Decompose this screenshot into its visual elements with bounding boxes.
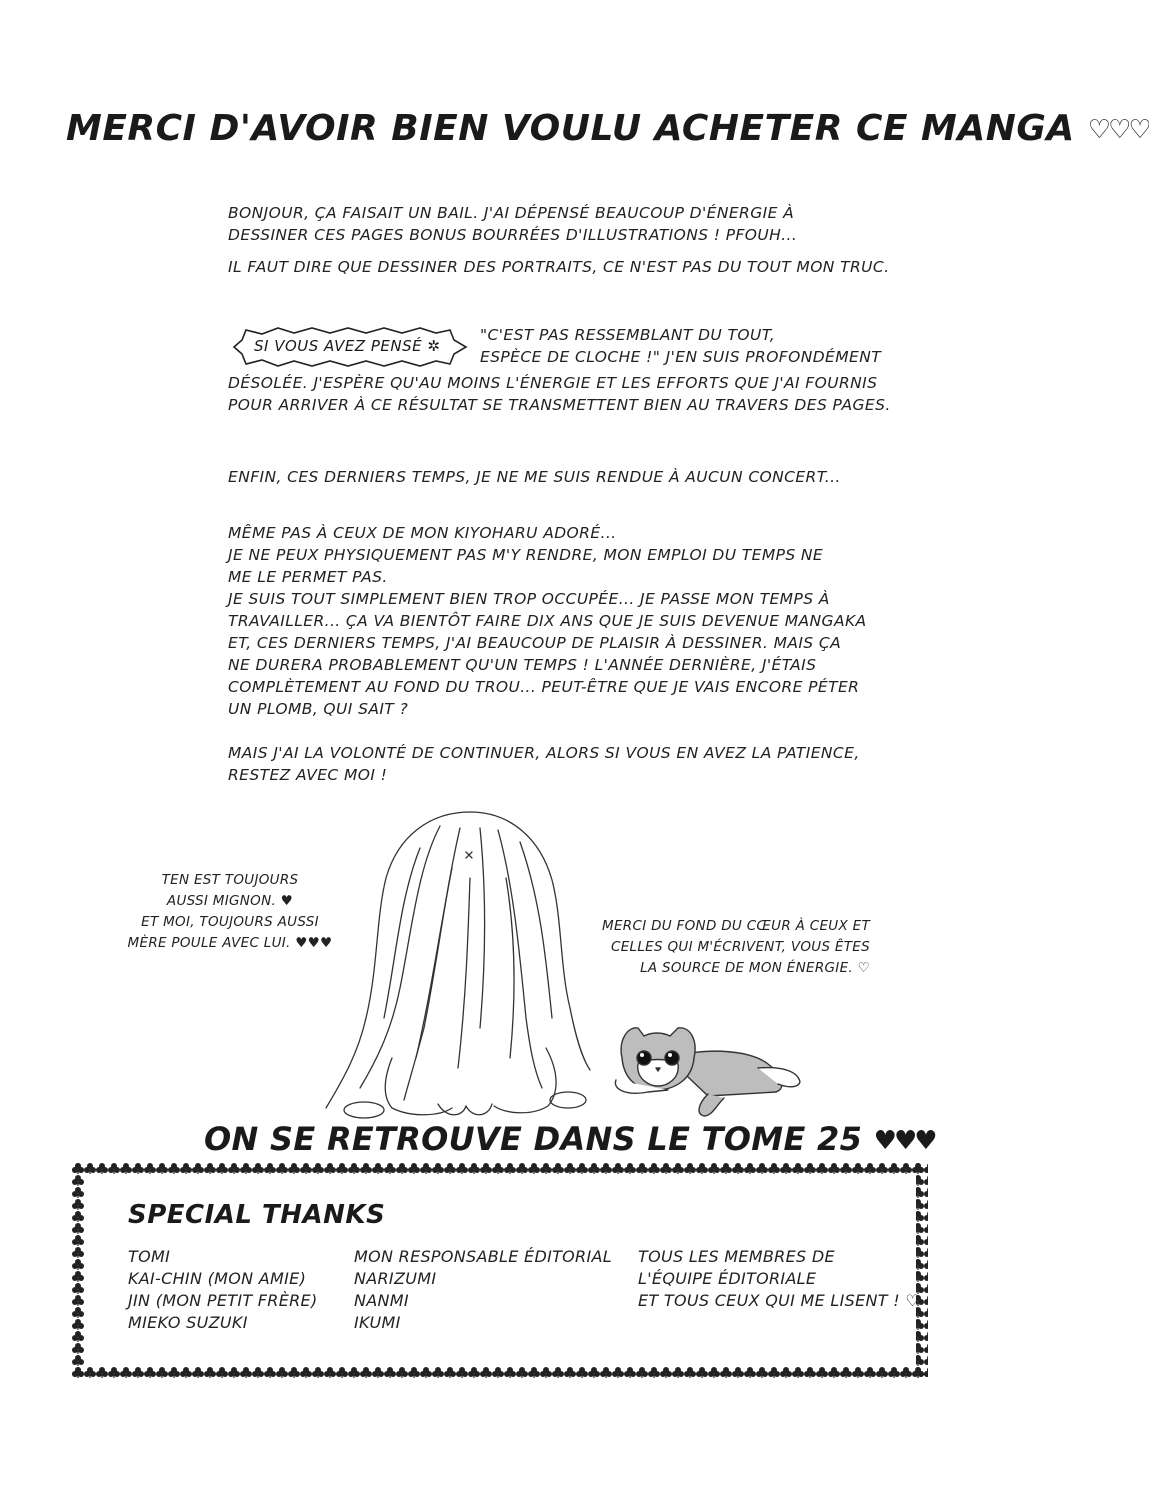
thanks-name: KAI-CHIN (MON AMIE) [128,1269,307,1288]
closing-line: MAIS J'AI LA VOLONTÉ DE CONTINUER, ALORS SI VOUS EN AVEZ LA PATIENCE, [228,744,860,762]
thanks-column-1 [128,1246,318,1334]
body-line: UN PLOMB, QUI SAIT ? [228,700,409,718]
cat-illustration [608,1018,808,1118]
thanks-name: ET TOUS CEUX QUI ME LISENT ! ♡ [638,1291,921,1310]
right-note-line: LA SOURCE DE MON ÉNERGIE. ♡ [640,960,870,976]
left-note-line: AUSSI MIGNON. ♥ [166,893,294,909]
body-line: ET, CES DERNIERS TEMPS, J'AI BEAUCOUP DE PLAISIR À DESSINER. MAIS ÇA [228,634,842,652]
concert-line: ENFIN, CES DERNIERS TEMPS, JE NE ME SUIS RENDUE À AUCUN CONCERT... [228,468,841,486]
thanks-name: L'ÉQUIPE ÉDITORIALE [638,1269,817,1288]
sparkle-icon: ✲ [427,337,441,355]
right-note-line: CELLES QUI M'ÉCRIVENT, VOUS ÊTES [610,939,870,955]
left-note-line: TEN EST TOUJOURS [161,872,299,888]
body-line: MÊME PAS À CEUX DE MON KIYOHARU ADORÉ... [228,524,617,542]
right-note [600,916,870,979]
right-note-line: MERCI DU FOND DU CŒUR À CEUX ET [602,918,870,934]
next-volume-title [204,1120,935,1158]
apology-lines-top [480,324,881,368]
bubble-label: SI VOUS AVEZ PENSÉ ✲ [254,337,441,355]
thanks-name: IKUMI [354,1313,401,1332]
intro-line: DESSINER CES PAGES BONUS BOURRÉES D'ILLUSTRATIONS ! PFOUH... [228,226,798,244]
apology-line: DÉSOLÉE. J'ESPÈRE QU'AU MOINS L'ÉNERGIE ET LES EFFORTS QUE J'AI FOURNIS [228,374,878,392]
subtitle-hearts-icon: ♥♥♥ [873,1126,935,1156]
thanks-name: MON RESPONSABLE ÉDITORIAL [354,1247,612,1266]
body-line: NE DURERA PROBABLEMENT QU'UN TEMPS ! L'ANNÉE DERNIÈRE, J'ÉTAIS [228,656,817,674]
intro-line: IL FAUT DIRE QUE DESSINER DES PORTRAITS, CE N'EST PAS DU TOUT MON TRUC. [228,258,890,276]
intro-paragraph [228,202,889,278]
apology-lines-bottom [228,372,891,416]
left-note-line: MÈRE POULE AVEC LUI. ♥♥♥ [127,935,333,951]
left-note [110,870,350,954]
thanks-column-3 [638,1246,920,1312]
apology-line: ESPÈCE DE CLOCHE !" J'EN SUIS PROFONDÉMENT [480,348,882,366]
left-note-line: ET MOI, TOUJOURS AUSSI [141,914,319,930]
thanks-name: NANMI [354,1291,409,1310]
page-title [66,108,1149,149]
special-thanks-title: SPECIAL THANKS [128,1200,386,1230]
closing-line: RESTEZ AVEC MOI ! [228,766,388,784]
intro-line: BONJOUR, ÇA FAISAIT UN BAIL. J'AI DÉPENSÉ BEAUCOUP D'ÉNERGIE À [228,204,795,222]
thought-bubble [232,326,468,368]
apology-line: POUR ARRIVER À CE RÉSULTAT SE TRANSMETTENT BIEN AU TRAVERS DES PAGES. [228,396,891,414]
thanks-name: JIN (MON PETIT FRÈRE) [128,1291,318,1310]
thanks-name: MIEKO SUZUKI [128,1313,248,1332]
thanks-name: TOUS LES MEMBRES DE [638,1247,835,1266]
title-text: MERCI D'AVOIR BIEN VOULU ACHETER CE MANGA [66,108,1075,149]
body-paragraph [228,522,867,720]
thanks-column-2 [354,1246,612,1334]
title-hearts-icon: ♡♡♡ [1087,115,1149,145]
apology-line: "C'EST PAS RESSEMBLANT DU TOUT, [480,326,776,344]
closing-paragraph [228,742,860,786]
subtitle-text: ON SE RETROUVE DANS LE TOME 25 [204,1120,863,1158]
thanks-name: TOMI [128,1247,171,1266]
body-line: ME LE PERMET PAS. [228,568,388,586]
body-line: TRAVAILLER... ÇA VA BIENTÔT FAIRE DIX ANS QUE JE SUIS DEVENUE MANGAKA [228,612,867,630]
body-line: JE SUIS TOUT SIMPLEMENT BIEN TROP OCCUPÉE... JE PASSE MON TEMPS À [228,590,830,608]
body-line: COMPLÈTEMENT AU FOND DU TROU... PEUT-ÊTRE QUE JE VAIS ENCORE PÉTER [228,678,860,696]
girl-illustration [320,808,610,1120]
thanks-name: NARIZUMI [354,1269,437,1288]
body-line: JE NE PEUX PHYSIQUEMENT PAS M'Y RENDRE, MON EMPLOI DU TEMPS NE [228,546,824,564]
